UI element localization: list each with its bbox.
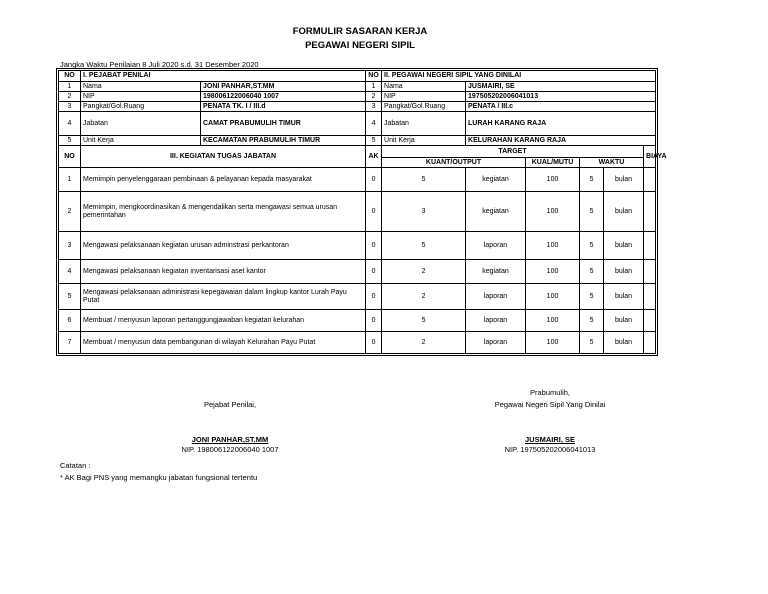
target-header: TARGET bbox=[382, 146, 644, 158]
task-no: 4 bbox=[59, 260, 81, 284]
task-no: 2 bbox=[59, 192, 81, 232]
task-cost bbox=[644, 232, 656, 260]
left-no-header: NO bbox=[59, 71, 81, 82]
task-time-unit: bulan bbox=[604, 260, 644, 284]
table-row bbox=[59, 332, 656, 354]
right-row-value: KELURAHAN KARANG RAJA bbox=[466, 136, 656, 146]
task-cost bbox=[644, 168, 656, 192]
table-row bbox=[59, 112, 656, 136]
task-quantity: 5 bbox=[382, 232, 466, 260]
task-time: 5 bbox=[580, 260, 604, 284]
task-time-unit: bulan bbox=[604, 332, 644, 354]
task-no: 1 bbox=[59, 168, 81, 192]
assessment-period: Jangka Waktu Penilaian 8 Juli 2020 s.d. 31 Desember 2020 bbox=[60, 60, 259, 69]
ak-header: AK bbox=[366, 146, 382, 168]
left-row-label: Pangkat/Gol.Ruang bbox=[81, 102, 201, 112]
tasks-no-header: NO bbox=[59, 146, 81, 168]
task-quality: 100 bbox=[526, 284, 580, 310]
table-row bbox=[59, 92, 656, 102]
task-no: 6 bbox=[59, 310, 81, 332]
right-row-value: 197505202006041013 bbox=[466, 92, 656, 102]
left-row-value: CAMAT PRABUMULIH TIMUR bbox=[201, 112, 366, 136]
right-row-label: Jabatan bbox=[382, 112, 466, 136]
left-row-value: PENATA TK. I / III.d bbox=[201, 102, 366, 112]
table-row bbox=[59, 232, 656, 260]
task-time: 5 bbox=[580, 284, 604, 310]
right-row-no: 3 bbox=[366, 102, 382, 112]
task-description: Membuat / menyusun data pembangunan di wilayah Kelurahan Payu Putat bbox=[81, 332, 366, 354]
task-description: Membuat / menyusun laporan pertanggungjawaban kegiatan kelurahan bbox=[81, 310, 366, 332]
task-time: 5 bbox=[580, 332, 604, 354]
task-ak: 0 bbox=[366, 192, 382, 232]
left-row-no: 3 bbox=[59, 102, 81, 112]
biaya-header: BIAYA bbox=[644, 146, 656, 168]
task-output-unit: kegiatan bbox=[466, 260, 526, 284]
right-signature-nip: NIP. 197505202006041013 bbox=[504, 445, 596, 454]
task-description: Memimpin penyelenggaraan pembinaan & pelayanan kepada masyarakat bbox=[81, 168, 366, 192]
task-quality: 100 bbox=[526, 192, 580, 232]
right-row-label: NIP bbox=[382, 92, 466, 102]
task-description: Mengawasi pelaksanaan administrasi kepegawaian dalam lingkup kantor Lurah Payu Putat bbox=[81, 284, 366, 310]
table-row bbox=[59, 136, 656, 146]
right-section-heading: II. PEGAWAI NEGERI SIPIL YANG DINILAI bbox=[382, 71, 656, 82]
waktu-header: WAKTU bbox=[580, 158, 644, 168]
left-section-heading: I. PEJABAT PENILAI bbox=[81, 71, 366, 82]
right-row-label: Pangkat/Gol.Ruang bbox=[382, 102, 466, 112]
right-signature-name: JUSMAIRI, SE bbox=[524, 435, 575, 444]
skp-table bbox=[58, 70, 667, 354]
task-quantity: 2 bbox=[382, 260, 466, 284]
table-row bbox=[59, 284, 656, 310]
task-quality: 100 bbox=[526, 310, 580, 332]
task-time-unit: bulan bbox=[604, 310, 644, 332]
task-cost bbox=[644, 260, 656, 284]
task-description: Mengawasi pelaksanaan kegiatan urusan adminstrasi perkantoran bbox=[81, 232, 366, 260]
table-row bbox=[59, 260, 656, 284]
left-row-value: 198006122006040 1007 bbox=[201, 92, 366, 102]
table-row bbox=[59, 146, 656, 158]
task-quality: 100 bbox=[526, 260, 580, 284]
task-cost bbox=[644, 284, 656, 310]
left-signature-name: JONI PANHAR,ST.MM bbox=[191, 435, 269, 444]
left-row-label: Nama bbox=[81, 82, 201, 92]
task-cost bbox=[644, 332, 656, 354]
task-ak: 0 bbox=[366, 260, 382, 284]
task-output-unit: laporan bbox=[466, 232, 526, 260]
notes-line: * AK Bagi PNS yang memangku jabatan fungsional tertentu bbox=[60, 473, 258, 482]
task-cost bbox=[644, 192, 656, 232]
right-row-label: Nama bbox=[382, 82, 466, 92]
table-row bbox=[59, 102, 656, 112]
task-time: 5 bbox=[580, 310, 604, 332]
right-row-no: 4 bbox=[366, 112, 382, 136]
task-description: Memimpin, mengkoordinasikan & mengendalikan serta mengawasi semua urusan pemerintahan bbox=[81, 192, 366, 232]
task-ak: 0 bbox=[366, 332, 382, 354]
notes-heading: Catatan : bbox=[60, 461, 91, 470]
task-output-unit: laporan bbox=[466, 332, 526, 354]
task-quantity: 5 bbox=[382, 168, 466, 192]
task-quantity: 3 bbox=[382, 192, 466, 232]
left-row-label: NIP bbox=[81, 92, 201, 102]
task-quantity: 2 bbox=[382, 284, 466, 310]
task-ak: 0 bbox=[366, 310, 382, 332]
left-row-no: 5 bbox=[59, 136, 81, 146]
table-row bbox=[59, 192, 656, 232]
task-time-unit: bulan bbox=[604, 232, 644, 260]
right-row-value: PENATA / III.c bbox=[466, 102, 656, 112]
task-output-unit: laporan bbox=[466, 310, 526, 332]
left-row-label: Unit Kerja bbox=[81, 136, 201, 146]
tasks-heading: III. KEGIATAN TUGAS JABATAN bbox=[81, 146, 366, 168]
task-cost bbox=[644, 310, 656, 332]
task-quality: 100 bbox=[526, 168, 580, 192]
skp-table-body bbox=[59, 71, 667, 354]
right-row-value: JUSMAIRI, SE bbox=[466, 82, 656, 92]
left-row-value: KECAMATAN PRABUMULIH TIMUR bbox=[201, 136, 366, 146]
table-row bbox=[59, 168, 656, 192]
form-title: FORMULIR SASARAN KERJA bbox=[292, 26, 428, 37]
kual-header: KUAL/MUTU bbox=[526, 158, 580, 168]
left-signature-nip: NIP. 198006122006040 1007 bbox=[181, 445, 279, 454]
task-output-unit: kegiatan bbox=[466, 168, 526, 192]
task-no: 5 bbox=[59, 284, 81, 310]
task-output-unit: laporan bbox=[466, 284, 526, 310]
task-time-unit: bulan bbox=[604, 168, 644, 192]
right-row-value: LURAH KARANG RAJA bbox=[466, 112, 656, 136]
right-row-no: 2 bbox=[366, 92, 382, 102]
right-row-no: 1 bbox=[366, 82, 382, 92]
left-signature-role: Pejabat Penilai, bbox=[203, 400, 257, 409]
task-quantity: 2 bbox=[382, 332, 466, 354]
task-ak: 0 bbox=[366, 284, 382, 310]
left-row-no: 2 bbox=[59, 92, 81, 102]
task-no: 3 bbox=[59, 232, 81, 260]
task-time: 5 bbox=[580, 232, 604, 260]
task-ak: 0 bbox=[366, 168, 382, 192]
task-ak: 0 bbox=[366, 232, 382, 260]
task-time: 5 bbox=[580, 168, 604, 192]
left-row-value: JONI PANHAR,ST.MM bbox=[201, 82, 366, 92]
kuant-header: KUANT/OUTPUT bbox=[382, 158, 526, 168]
task-time: 5 bbox=[580, 192, 604, 232]
right-row-no: 5 bbox=[366, 136, 382, 146]
task-no: 7 bbox=[59, 332, 81, 354]
task-quality: 100 bbox=[526, 232, 580, 260]
table-row bbox=[59, 71, 656, 82]
right-signature-place: Prabumulih, bbox=[529, 388, 571, 397]
table-row bbox=[59, 310, 656, 332]
table-row bbox=[59, 82, 656, 92]
task-description: Mengawasi pelaksanaan kegiatan inventarisasi aset kantor bbox=[81, 260, 366, 284]
right-signature-role: Pegawai Negeri Sipil Yang Dinilai bbox=[494, 400, 606, 409]
left-row-label: Jabatan bbox=[81, 112, 201, 136]
task-time-unit: bulan bbox=[604, 192, 644, 232]
right-row-label: Unit Kerja bbox=[382, 136, 466, 146]
task-quantity: 5 bbox=[382, 310, 466, 332]
left-row-no: 4 bbox=[59, 112, 81, 136]
left-row-no: 1 bbox=[59, 82, 81, 92]
task-time-unit: bulan bbox=[604, 284, 644, 310]
form-subtitle: PEGAWAI NEGERI SIPIL bbox=[305, 40, 415, 51]
task-quality: 100 bbox=[526, 332, 580, 354]
task-output-unit: kegiatan bbox=[466, 192, 526, 232]
right-no-header: NO bbox=[366, 71, 382, 82]
